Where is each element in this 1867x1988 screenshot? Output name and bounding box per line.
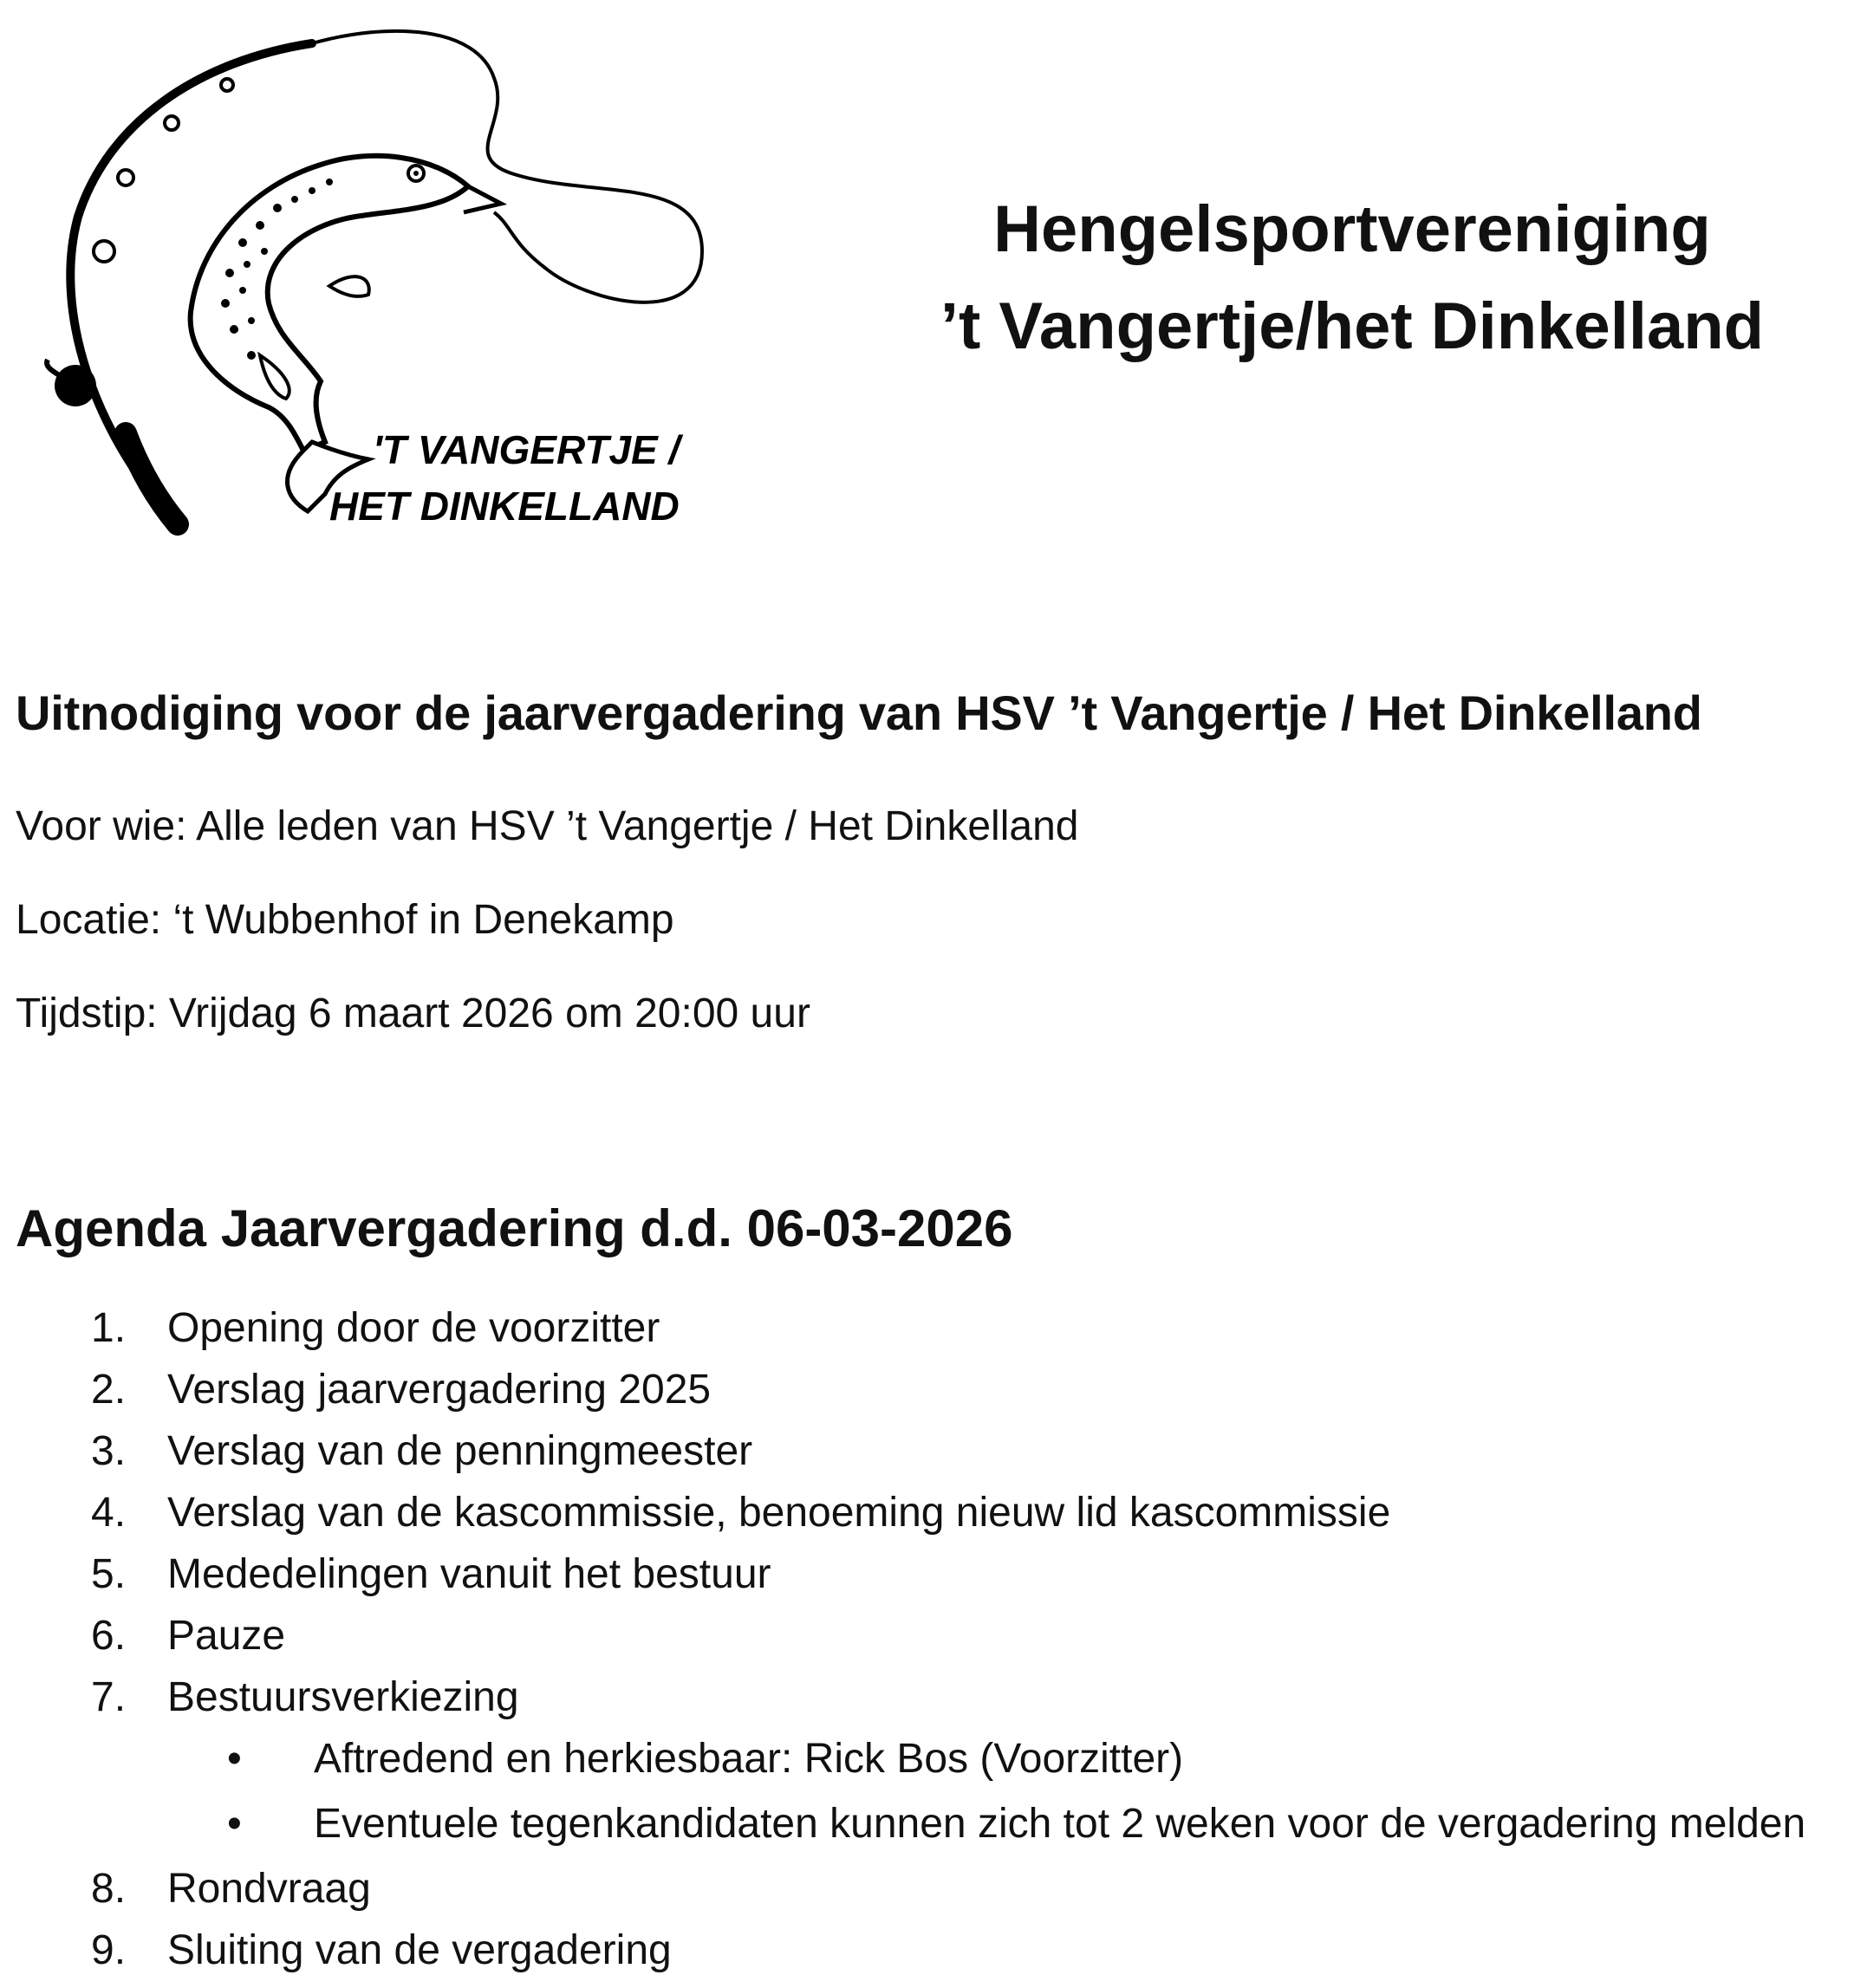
invitation-audience: Voor wie: Alle leden van HSV ’t Vangertje / Het Dinkelland — [16, 803, 1079, 849]
list-item-text: Bestuursverkiezing — [167, 1674, 519, 1720]
list-item-number: 9. — [91, 1927, 127, 1973]
list-item-number: 7. — [91, 1674, 127, 1720]
list-item-number: 1. — [91, 1305, 127, 1351]
invitation-title: Uitnodiging voor de jaarvergadering van HSV ’t Vangertje / Het Dinkelland — [16, 685, 1702, 740]
list-item-text: Sluiting van de vergadering — [167, 1927, 672, 1973]
list-item-text: Rondvraag — [167, 1866, 371, 1912]
list-item-text: Mededelingen vanuit het bestuur — [167, 1551, 771, 1597]
list-item — [0, 1304, 1867, 1366]
club-name-line1: Hengelsportvereniging — [993, 192, 1711, 266]
list-item — [0, 1489, 1867, 1550]
list-item-number: 3. — [91, 1428, 127, 1474]
list-item — [0, 1612, 1867, 1673]
sub-list-item — [0, 1800, 1867, 1865]
list-item — [0, 1926, 1867, 1988]
list-item — [0, 1865, 1867, 1926]
list-item-number: 5. — [91, 1551, 127, 1597]
sub-list-item-text: Eventuele tegenkandidaten kunnen zich tot 2 weken voor de vergadering melden — [314, 1801, 1806, 1847]
club-logo — [26, 26, 737, 555]
club-name-line2: ’t Vangertje/het Dinkelland — [940, 289, 1765, 363]
list-item-text: Opening door de voorzitter — [167, 1305, 660, 1351]
list-item-number: 4. — [91, 1490, 127, 1536]
agenda-title: Agenda Jaarvergadering d.d. 06-03-2026 — [16, 1199, 1013, 1257]
bullet-icon: • — [227, 1736, 242, 1782]
invitation-time: Tijdstip: Vrijdag 6 maart 2026 om 20:00 uur — [16, 991, 810, 1036]
invitation-location: Locatie: ‘t Wubbenhof in Denekamp — [16, 897, 674, 943]
logo-text-line1: 'T VANGERTJE / — [373, 427, 680, 472]
list-item-number: 8. — [91, 1866, 127, 1912]
sub-list-item-text: Aftredend en herkiesbaar: Rick Bos (Voorzitter) — [314, 1736, 1184, 1782]
list-item-number: 2. — [91, 1367, 127, 1413]
list-item-text: Pauze — [167, 1613, 286, 1659]
logo-text-line2: HET DINKELLAND — [329, 484, 680, 529]
list-item — [0, 1427, 1867, 1489]
list-item-text: Verslag van de penningmeester — [167, 1428, 753, 1474]
list-item — [0, 1673, 1867, 1735]
list-item-text: Verslag van de kascommissie, benoeming nieuw lid kascommissie — [167, 1490, 1391, 1536]
agenda-list — [0, 1304, 1867, 1988]
club-name-header — [867, 186, 1838, 370]
list-item-number: 6. — [91, 1613, 127, 1659]
list-item-text: Verslag jaarvergadering 2025 — [167, 1367, 712, 1413]
sub-list-item — [0, 1735, 1867, 1800]
list-item — [0, 1366, 1867, 1427]
bullet-icon: • — [227, 1801, 242, 1847]
list-item — [0, 1550, 1867, 1612]
fishing-rod-pike-logo-icon — [26, 26, 737, 555]
